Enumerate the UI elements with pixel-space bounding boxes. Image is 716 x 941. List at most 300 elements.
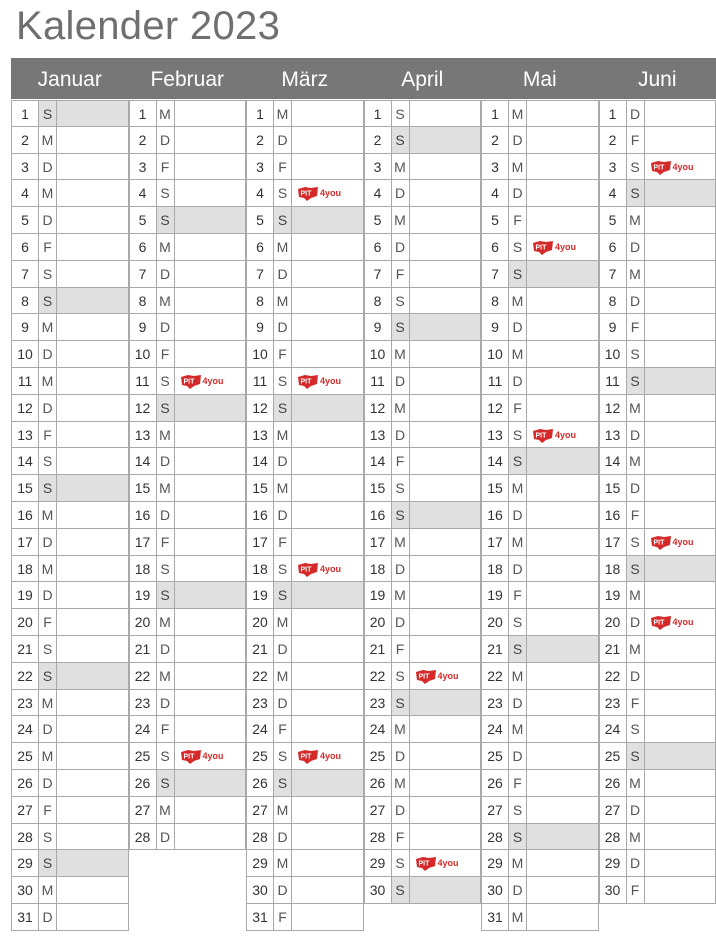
day-note-cell[interactable] — [291, 395, 364, 422]
day-row[interactable] — [246, 422, 364, 449]
day-row[interactable] — [246, 314, 364, 341]
day-row[interactable] — [481, 582, 599, 609]
day-row[interactable] — [481, 529, 599, 556]
day-row[interactable] — [481, 261, 599, 288]
day-note-cell[interactable] — [644, 743, 716, 770]
day-row[interactable] — [11, 448, 129, 475]
day-row[interactable] — [129, 743, 247, 770]
day-row[interactable] — [11, 127, 129, 154]
day-row[interactable] — [129, 341, 247, 368]
day-note-cell[interactable] — [174, 770, 247, 797]
day-row[interactable] — [246, 448, 364, 475]
day-note-cell[interactable] — [526, 475, 599, 502]
day-row[interactable] — [599, 368, 716, 395]
day-note-cell[interactable] — [409, 797, 482, 824]
day-note-cell[interactable] — [409, 127, 482, 154]
day-row[interactable] — [246, 288, 364, 315]
day-note-cell[interactable] — [291, 368, 364, 395]
day-row[interactable] — [599, 609, 716, 636]
day-row[interactable] — [11, 824, 129, 851]
day-note-cell[interactable] — [644, 154, 716, 181]
day-note-cell[interactable] — [526, 904, 599, 931]
day-row[interactable] — [481, 636, 599, 663]
day-row[interactable] — [11, 475, 129, 502]
day-note-cell[interactable] — [409, 395, 482, 422]
day-note-cell[interactable] — [409, 288, 482, 315]
day-note-cell[interactable] — [409, 609, 482, 636]
day-row[interactable] — [599, 636, 716, 663]
day-row[interactable] — [11, 716, 129, 743]
day-note-cell[interactable] — [174, 341, 247, 368]
day-note-cell[interactable] — [644, 180, 716, 207]
day-row[interactable] — [11, 368, 129, 395]
day-note-cell[interactable] — [56, 716, 129, 743]
day-row[interactable] — [246, 690, 364, 717]
day-note-cell[interactable] — [409, 422, 482, 449]
day-note-cell[interactable] — [174, 529, 247, 556]
day-row[interactable] — [481, 395, 599, 422]
day-row[interactable] — [129, 261, 247, 288]
day-row[interactable] — [599, 314, 716, 341]
day-row[interactable] — [364, 368, 482, 395]
day-note-cell[interactable] — [409, 368, 482, 395]
day-row[interactable] — [599, 556, 716, 583]
day-note-cell[interactable] — [56, 609, 129, 636]
day-note-cell[interactable] — [174, 636, 247, 663]
day-note-cell[interactable] — [174, 716, 247, 743]
day-note-cell[interactable] — [526, 690, 599, 717]
day-note-cell[interactable] — [644, 422, 716, 449]
day-row[interactable] — [11, 904, 129, 931]
day-note-cell[interactable] — [291, 127, 364, 154]
day-row[interactable] — [246, 502, 364, 529]
day-row[interactable] — [599, 288, 716, 315]
day-row[interactable] — [129, 824, 247, 851]
day-row[interactable] — [481, 368, 599, 395]
day-note-cell[interactable] — [56, 448, 129, 475]
day-row[interactable] — [11, 154, 129, 181]
day-row[interactable] — [246, 582, 364, 609]
day-note-cell[interactable] — [174, 100, 247, 127]
day-note-cell[interactable] — [56, 314, 129, 341]
day-row[interactable] — [481, 422, 599, 449]
day-note-cell[interactable] — [409, 824, 482, 851]
day-row[interactable] — [11, 770, 129, 797]
day-note-cell[interactable] — [526, 341, 599, 368]
day-row[interactable] — [481, 207, 599, 234]
day-row[interactable] — [129, 288, 247, 315]
day-row[interactable] — [599, 422, 716, 449]
day-row[interactable] — [364, 556, 482, 583]
day-note-cell[interactable] — [56, 663, 129, 690]
day-note-cell[interactable] — [644, 261, 716, 288]
day-row[interactable] — [246, 850, 364, 877]
day-note-cell[interactable] — [644, 824, 716, 851]
day-row[interactable] — [364, 395, 482, 422]
day-row[interactable] — [364, 475, 482, 502]
day-note-cell[interactable] — [409, 556, 482, 583]
day-note-cell[interactable] — [291, 180, 364, 207]
day-row[interactable] — [481, 850, 599, 877]
day-note-cell[interactable] — [56, 207, 129, 234]
day-row[interactable] — [364, 663, 482, 690]
day-note-cell[interactable] — [526, 797, 599, 824]
day-row[interactable] — [481, 770, 599, 797]
day-row[interactable] — [11, 663, 129, 690]
day-note-cell[interactable] — [174, 556, 247, 583]
day-note-cell[interactable] — [526, 529, 599, 556]
day-row[interactable] — [481, 100, 599, 127]
day-row[interactable] — [364, 582, 482, 609]
day-note-cell[interactable] — [526, 663, 599, 690]
day-row[interactable] — [246, 261, 364, 288]
day-row[interactable] — [129, 234, 247, 261]
day-note-cell[interactable] — [291, 743, 364, 770]
day-row[interactable] — [129, 529, 247, 556]
day-note-cell[interactable] — [644, 502, 716, 529]
day-note-cell[interactable] — [56, 100, 129, 127]
day-row[interactable] — [11, 395, 129, 422]
day-note-cell[interactable] — [409, 663, 482, 690]
day-row[interactable] — [599, 529, 716, 556]
day-note-cell[interactable] — [56, 395, 129, 422]
day-row[interactable] — [246, 663, 364, 690]
day-note-cell[interactable] — [409, 502, 482, 529]
day-note-cell[interactable] — [291, 556, 364, 583]
day-note-cell[interactable] — [526, 261, 599, 288]
day-row[interactable] — [481, 556, 599, 583]
day-note-cell[interactable] — [291, 475, 364, 502]
day-row[interactable] — [481, 127, 599, 154]
day-row[interactable] — [11, 850, 129, 877]
day-note-cell[interactable] — [291, 234, 364, 261]
day-row[interactable] — [599, 690, 716, 717]
day-note-cell[interactable] — [526, 582, 599, 609]
day-note-cell[interactable] — [291, 663, 364, 690]
day-row[interactable] — [599, 743, 716, 770]
day-row[interactable] — [129, 180, 247, 207]
day-row[interactable] — [364, 797, 482, 824]
day-note-cell[interactable] — [56, 180, 129, 207]
day-row[interactable] — [599, 100, 716, 127]
day-note-cell[interactable] — [644, 663, 716, 690]
day-row[interactable] — [129, 770, 247, 797]
day-row[interactable] — [246, 904, 364, 931]
day-row[interactable] — [11, 690, 129, 717]
day-note-cell[interactable] — [409, 180, 482, 207]
day-row[interactable] — [11, 314, 129, 341]
day-note-cell[interactable] — [56, 850, 129, 877]
day-note-cell[interactable] — [56, 877, 129, 904]
day-row[interactable] — [11, 234, 129, 261]
day-note-cell[interactable] — [526, 502, 599, 529]
day-note-cell[interactable] — [644, 529, 716, 556]
day-row[interactable] — [481, 341, 599, 368]
day-row[interactable] — [599, 877, 716, 904]
day-note-cell[interactable] — [526, 636, 599, 663]
day-row[interactable] — [599, 341, 716, 368]
day-note-cell[interactable] — [409, 475, 482, 502]
day-row[interactable] — [364, 288, 482, 315]
day-row[interactable] — [246, 395, 364, 422]
day-row[interactable] — [246, 154, 364, 181]
day-row[interactable] — [11, 100, 129, 127]
day-note-cell[interactable] — [174, 395, 247, 422]
day-note-cell[interactable] — [56, 475, 129, 502]
day-row[interactable] — [246, 180, 364, 207]
day-note-cell[interactable] — [526, 207, 599, 234]
day-row[interactable] — [129, 502, 247, 529]
day-row[interactable] — [481, 502, 599, 529]
day-note-cell[interactable] — [291, 690, 364, 717]
day-note-cell[interactable] — [644, 288, 716, 315]
day-row[interactable] — [364, 636, 482, 663]
day-row[interactable] — [129, 368, 247, 395]
day-note-cell[interactable] — [291, 261, 364, 288]
day-note-cell[interactable] — [526, 154, 599, 181]
day-row[interactable] — [129, 448, 247, 475]
day-note-cell[interactable] — [409, 743, 482, 770]
day-note-cell[interactable] — [174, 127, 247, 154]
day-row[interactable] — [364, 341, 482, 368]
day-row[interactable] — [481, 288, 599, 315]
day-note-cell[interactable] — [291, 797, 364, 824]
day-row[interactable] — [364, 261, 482, 288]
day-note-cell[interactable] — [291, 824, 364, 851]
day-note-cell[interactable] — [526, 100, 599, 127]
day-note-cell[interactable] — [409, 207, 482, 234]
day-note-cell[interactable] — [291, 448, 364, 475]
day-note-cell[interactable] — [291, 314, 364, 341]
day-row[interactable] — [11, 261, 129, 288]
day-row[interactable] — [481, 314, 599, 341]
day-note-cell[interactable] — [291, 100, 364, 127]
day-note-cell[interactable] — [526, 448, 599, 475]
day-row[interactable] — [246, 609, 364, 636]
day-note-cell[interactable] — [174, 422, 247, 449]
day-row[interactable] — [364, 690, 482, 717]
day-note-cell[interactable] — [174, 502, 247, 529]
day-row[interactable] — [129, 314, 247, 341]
day-note-cell[interactable] — [174, 180, 247, 207]
day-note-cell[interactable] — [644, 341, 716, 368]
day-note-cell[interactable] — [291, 716, 364, 743]
day-note-cell[interactable] — [644, 475, 716, 502]
day-row[interactable] — [481, 154, 599, 181]
day-note-cell[interactable] — [174, 207, 247, 234]
day-note-cell[interactable] — [644, 234, 716, 261]
day-row[interactable] — [129, 422, 247, 449]
day-note-cell[interactable] — [526, 716, 599, 743]
day-note-cell[interactable] — [174, 288, 247, 315]
day-row[interactable] — [481, 877, 599, 904]
day-row[interactable] — [129, 582, 247, 609]
day-note-cell[interactable] — [644, 716, 716, 743]
day-row[interactable] — [599, 234, 716, 261]
day-row[interactable] — [599, 502, 716, 529]
day-row[interactable] — [481, 234, 599, 261]
day-note-cell[interactable] — [56, 824, 129, 851]
day-note-cell[interactable] — [526, 288, 599, 315]
day-note-cell[interactable] — [526, 609, 599, 636]
day-row[interactable] — [246, 475, 364, 502]
day-row[interactable] — [481, 824, 599, 851]
day-note-cell[interactable] — [409, 770, 482, 797]
day-note-cell[interactable] — [291, 529, 364, 556]
day-row[interactable] — [599, 663, 716, 690]
day-note-cell[interactable] — [409, 261, 482, 288]
day-note-cell[interactable] — [56, 234, 129, 261]
day-note-cell[interactable] — [526, 368, 599, 395]
day-row[interactable] — [599, 716, 716, 743]
day-note-cell[interactable] — [56, 422, 129, 449]
day-note-cell[interactable] — [526, 877, 599, 904]
day-row[interactable] — [246, 770, 364, 797]
day-note-cell[interactable] — [644, 690, 716, 717]
day-note-cell[interactable] — [174, 663, 247, 690]
day-row[interactable] — [364, 314, 482, 341]
day-row[interactable] — [129, 154, 247, 181]
day-row[interactable] — [11, 636, 129, 663]
day-note-cell[interactable] — [644, 556, 716, 583]
day-note-cell[interactable] — [56, 154, 129, 181]
day-row[interactable] — [246, 207, 364, 234]
day-row[interactable] — [481, 663, 599, 690]
day-note-cell[interactable] — [526, 127, 599, 154]
day-note-cell[interactable] — [291, 341, 364, 368]
day-note-cell[interactable] — [56, 770, 129, 797]
day-row[interactable] — [481, 716, 599, 743]
day-note-cell[interactable] — [409, 100, 482, 127]
day-note-cell[interactable] — [644, 609, 716, 636]
day-row[interactable] — [364, 770, 482, 797]
day-note-cell[interactable] — [174, 824, 247, 851]
day-note-cell[interactable] — [56, 690, 129, 717]
day-row[interactable] — [599, 395, 716, 422]
day-note-cell[interactable] — [526, 180, 599, 207]
day-row[interactable] — [246, 824, 364, 851]
day-row[interactable] — [599, 850, 716, 877]
day-note-cell[interactable] — [644, 850, 716, 877]
day-note-cell[interactable] — [526, 770, 599, 797]
day-note-cell[interactable] — [644, 770, 716, 797]
day-row[interactable] — [364, 448, 482, 475]
day-row[interactable] — [11, 743, 129, 770]
day-note-cell[interactable] — [526, 743, 599, 770]
day-row[interactable] — [246, 743, 364, 770]
day-row[interactable] — [246, 716, 364, 743]
day-note-cell[interactable] — [174, 743, 247, 770]
day-note-cell[interactable] — [56, 368, 129, 395]
day-note-cell[interactable] — [174, 797, 247, 824]
day-note-cell[interactable] — [291, 502, 364, 529]
day-row[interactable] — [11, 609, 129, 636]
day-note-cell[interactable] — [644, 368, 716, 395]
day-note-cell[interactable] — [56, 341, 129, 368]
day-row[interactable] — [11, 556, 129, 583]
day-row[interactable] — [11, 797, 129, 824]
day-note-cell[interactable] — [409, 582, 482, 609]
day-note-cell[interactable] — [409, 877, 482, 904]
day-note-cell[interactable] — [56, 127, 129, 154]
day-note-cell[interactable] — [291, 288, 364, 315]
day-row[interactable] — [246, 234, 364, 261]
day-note-cell[interactable] — [291, 904, 364, 931]
day-row[interactable] — [129, 127, 247, 154]
day-note-cell[interactable] — [174, 154, 247, 181]
day-row[interactable] — [599, 770, 716, 797]
day-row[interactable] — [246, 368, 364, 395]
day-note-cell[interactable] — [56, 797, 129, 824]
day-note-cell[interactable] — [409, 234, 482, 261]
day-row[interactable] — [11, 529, 129, 556]
day-row[interactable] — [129, 475, 247, 502]
day-row[interactable] — [364, 824, 482, 851]
day-row[interactable] — [599, 261, 716, 288]
day-row[interactable] — [129, 556, 247, 583]
day-note-cell[interactable] — [291, 770, 364, 797]
day-note-cell[interactable] — [174, 314, 247, 341]
day-note-cell[interactable] — [644, 448, 716, 475]
day-row[interactable] — [246, 556, 364, 583]
day-note-cell[interactable] — [56, 743, 129, 770]
day-note-cell[interactable] — [56, 529, 129, 556]
day-row[interactable] — [364, 234, 482, 261]
day-row[interactable] — [246, 877, 364, 904]
day-row[interactable] — [364, 716, 482, 743]
day-row[interactable] — [246, 100, 364, 127]
day-row[interactable] — [599, 582, 716, 609]
day-row[interactable] — [11, 207, 129, 234]
day-row[interactable] — [364, 609, 482, 636]
day-note-cell[interactable] — [291, 609, 364, 636]
day-row[interactable] — [599, 180, 716, 207]
day-row[interactable] — [129, 207, 247, 234]
day-row[interactable] — [481, 904, 599, 931]
day-note-cell[interactable] — [56, 502, 129, 529]
day-row[interactable] — [11, 877, 129, 904]
day-row[interactable] — [129, 609, 247, 636]
day-note-cell[interactable] — [56, 288, 129, 315]
day-row[interactable] — [364, 127, 482, 154]
day-note-cell[interactable] — [644, 797, 716, 824]
day-row[interactable] — [364, 502, 482, 529]
day-note-cell[interactable] — [56, 582, 129, 609]
day-note-cell[interactable] — [409, 690, 482, 717]
day-note-cell[interactable] — [174, 448, 247, 475]
day-row[interactable] — [129, 797, 247, 824]
day-row[interactable] — [481, 743, 599, 770]
day-note-cell[interactable] — [409, 154, 482, 181]
day-row[interactable] — [246, 529, 364, 556]
day-note-cell[interactable] — [644, 127, 716, 154]
day-note-cell[interactable] — [291, 582, 364, 609]
day-row[interactable] — [129, 100, 247, 127]
day-note-cell[interactable] — [644, 395, 716, 422]
day-note-cell[interactable] — [291, 207, 364, 234]
day-row[interactable] — [129, 663, 247, 690]
day-row[interactable] — [481, 609, 599, 636]
day-note-cell[interactable] — [291, 850, 364, 877]
day-row[interactable] — [481, 797, 599, 824]
day-row[interactable] — [599, 448, 716, 475]
day-note-cell[interactable] — [291, 154, 364, 181]
day-note-cell[interactable] — [291, 877, 364, 904]
day-row[interactable] — [481, 475, 599, 502]
day-note-cell[interactable] — [409, 314, 482, 341]
day-row[interactable] — [11, 180, 129, 207]
day-row[interactable] — [129, 716, 247, 743]
